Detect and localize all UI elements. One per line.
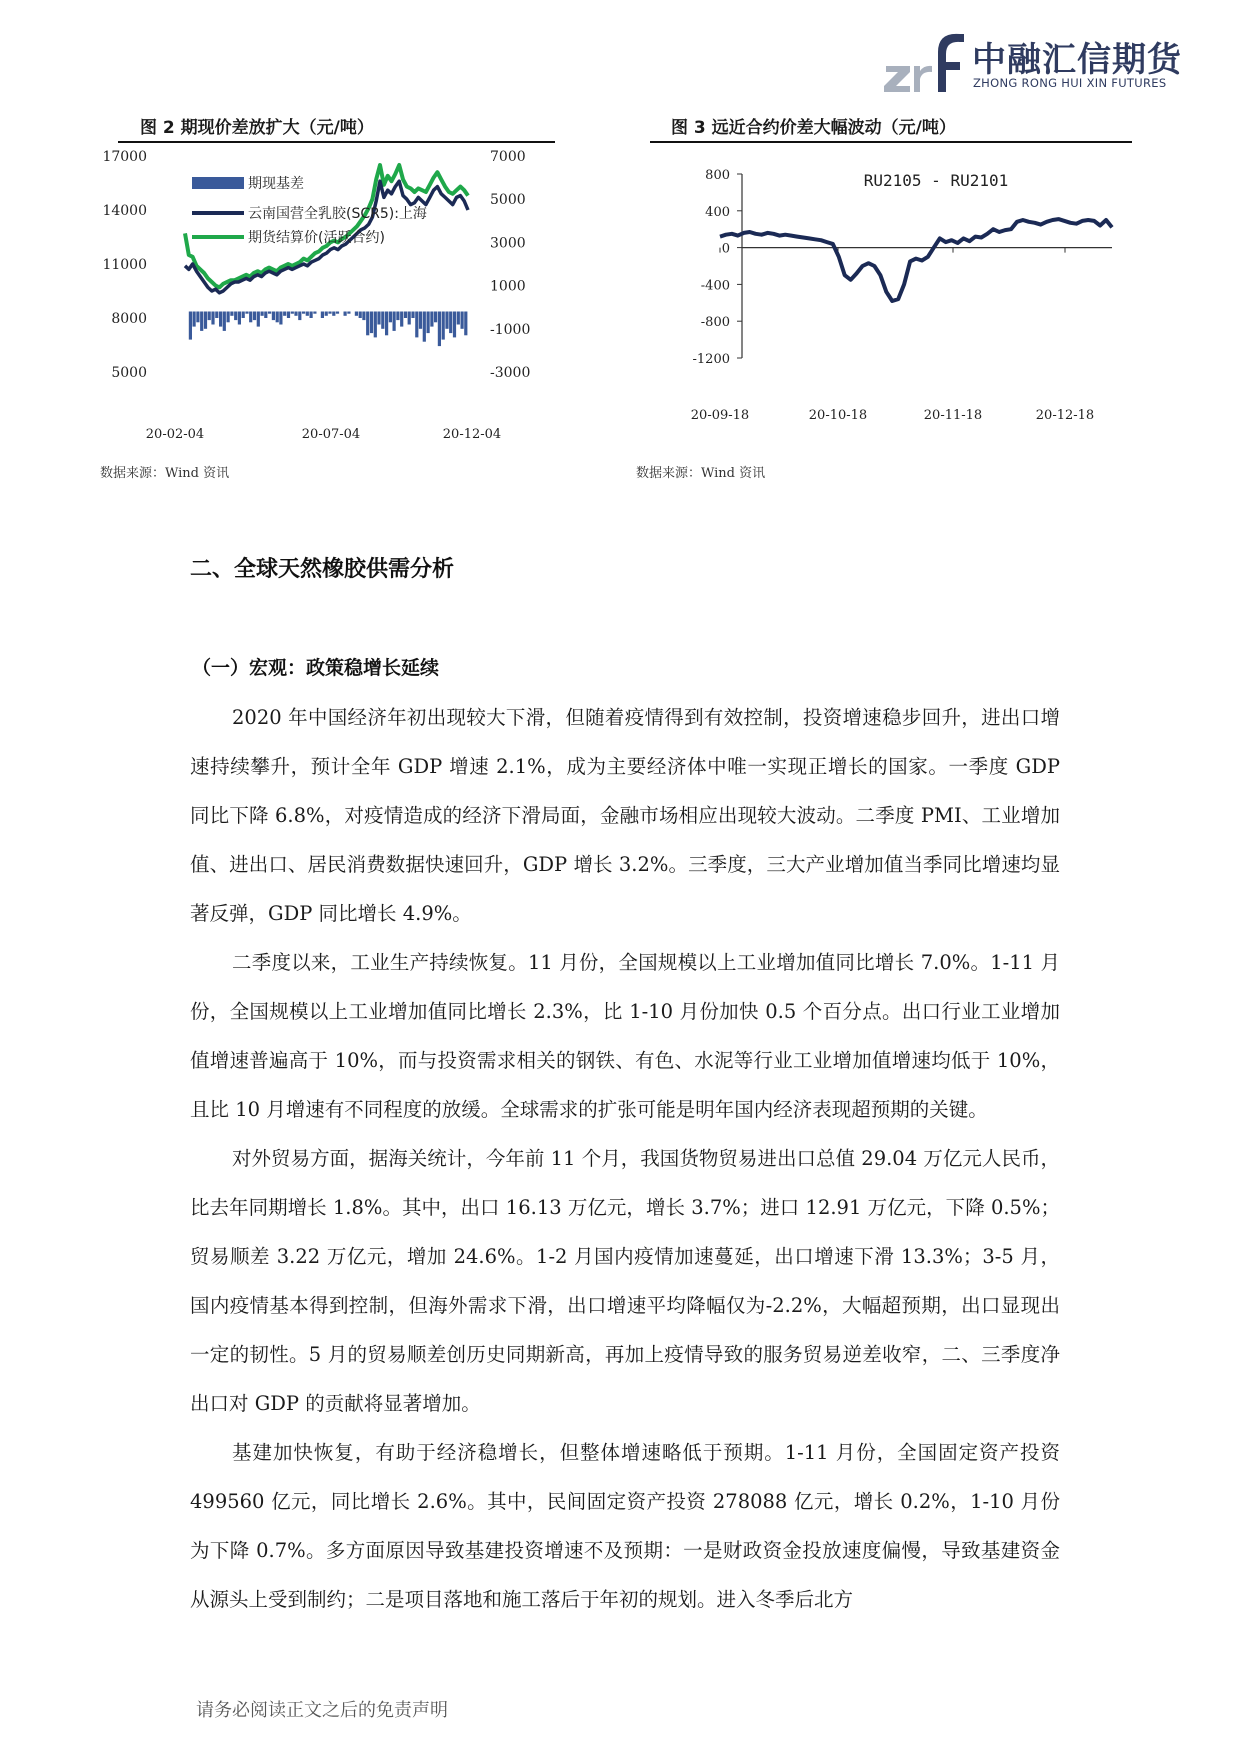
basis-bar	[189, 312, 192, 340]
basis-bar	[264, 312, 267, 319]
left-axis-tick: 8000	[111, 311, 147, 327]
basis-bar	[411, 312, 414, 319]
basis-bar	[208, 312, 211, 321]
spread-line	[720, 219, 1112, 301]
right-axis-tick: -1000	[490, 321, 531, 338]
left-axis-tick: 5000	[111, 365, 147, 381]
basis-bar	[211, 312, 214, 325]
basis-bars	[189, 312, 468, 347]
company-name-cn: 中融汇信期货	[972, 40, 1182, 80]
right-axis-tick: 3000	[490, 235, 526, 252]
legend-label-basis: 期现基差	[248, 176, 304, 192]
basis-bar	[408, 312, 411, 325]
legend-label-futures: 期货结算价(活跃合约)	[248, 230, 385, 246]
basis-bar	[253, 312, 256, 321]
basis-bar	[193, 312, 196, 327]
x-axis-tick: 20-11-18	[923, 408, 983, 423]
basis-bar	[242, 312, 245, 319]
basis-bar	[449, 312, 452, 334]
basis-bar	[200, 312, 203, 331]
basis-bar	[325, 312, 328, 316]
basis-bar	[215, 312, 218, 319]
basis-bar	[272, 312, 275, 321]
basis-bar	[393, 312, 396, 331]
basis-bar	[234, 312, 237, 321]
basis-bar	[227, 312, 230, 323]
basis-bar	[400, 312, 403, 327]
basis-bar	[370, 312, 373, 334]
figure3-chart	[660, 160, 1140, 440]
paragraph-1: 2020 年中国经济年初出现较大下滑，但随着疫情得到有效控制，投资增速稳步回升，进出口增速持续攀升，预计全年 GDP 增速 2.1%，成为主要经济体中唯一实现正增长的国家。一季度 GDP 同比下降 6.8%，对疫情造成的经济下滑局面，金融市场相应出现较大波动。二季度 PMI、工业增加值、进出口、居民消费数据快速回升，GDP 增长 3.2%。三季度，三大产业增加值当季同比增速均显著反弹，GDP 同比增长 4.9%。	[190, 706, 1060, 925]
basis-bar	[359, 312, 362, 319]
basis-bar	[268, 312, 271, 314]
company-name-en: ZHONG RONG HUI XIN FUTURES	[973, 76, 1167, 90]
basis-bar	[219, 312, 222, 327]
x-axis-tick: 20-12-04	[442, 427, 502, 442]
chart-legend	[192, 175, 427, 246]
paragraph-3: 对外贸易方面，据海关统计，今年前 11 个月，我国货物贸易进出口总值 29.04 万亿元人民币，比去年同期增长 1.8%。其中，出口 16.13 万亿元，增长 3.7%；进口 12.91 万亿元，下降 0.5%；贸易顺差 3.22 万亿元，增加 24.6%。1-2 月国内疫情加速蔓延，出口增速下滑 13.3%；3-5 月，国内疫情基本得到控制，但海外需求下滑，出口增速平均降幅仅为-2.2%，大幅超预期，出口显现出一定的韧性。5 月的贸易顺差创历史同期新高，再加上疫情导致的服务贸易逆差收窄，二、三季度净出口对 GDP 的贡献将显著增加。	[190, 1147, 1060, 1415]
basis-bar	[464, 312, 467, 336]
right-axis-tick: -3000	[490, 365, 531, 381]
figure3-title: 图 3 远近合约价差大幅波动（元/吨）	[671, 118, 956, 138]
paragraph-2: 二季度以来，工业生产持续恢复。11 月份，全国规模以上工业增加值同比增长 7.0%。1-11 月份，全国规模以上工业增加值同比增长 2.3%，比 1-10 月份加快 0.5 个百分点。出口行业工业增加值增速普遍高于 10%，而与投资需求相关的钢铁、有色、水泥等行业工业增加值增速均低于 10%，且比 10 月增速有不同程度的放缓。全球需求的扩张可能是明年国内经济表现超预期的关键。	[190, 951, 1060, 1121]
basis-bar	[445, 312, 448, 329]
basis-bar	[279, 312, 282, 325]
basis-bar	[321, 312, 324, 319]
basis-bar	[328, 312, 331, 314]
y-axis-tick: 400	[705, 204, 730, 220]
basis-bar	[287, 312, 290, 319]
figure3-source: 数据来源：Wind 资讯	[636, 466, 766, 481]
paragraph-4: 基建加快恢复，有助于经济稳增长，但整体增速略低于预期。1-11 月份，全国固定资产投资 499560 亿元，同比增长 2.6%。其中，民间固定资产投资 278088 亿元，增长 0.2%，1-10 月份为下降 0.7%。多方面原因导致基建投资增速不及预期：一是财政资金投放速度偏慢，导致基建资金从源头上受到制约；二是项目落地和施工落后于年初的规划。进入冬季后北方	[190, 1441, 1060, 1611]
basis-bar	[310, 312, 313, 319]
chart-title: RU2105 - RU2101	[863, 171, 1009, 190]
basis-bar	[415, 312, 418, 338]
basis-bar	[257, 312, 260, 327]
basis-bar	[298, 312, 301, 321]
x-axis-tick: 20-07-04	[301, 427, 361, 442]
right-axis-tick: 1000	[490, 278, 526, 295]
y-axis-tick: -1200	[692, 352, 730, 367]
basis-bar	[347, 312, 350, 314]
x-axis-tick: 20-12-18	[1035, 408, 1095, 423]
basis-bar	[245, 312, 248, 314]
legend-swatch-basis	[192, 177, 244, 189]
basis-bar	[336, 312, 339, 314]
left-axis-tick: 17000	[102, 149, 147, 165]
x-axis-tick: 20-09-18	[690, 408, 750, 423]
basis-bar	[355, 312, 358, 316]
basis-bar	[344, 312, 347, 316]
basis-bar	[385, 312, 388, 336]
basis-bar	[427, 312, 430, 334]
basis-bar	[291, 312, 294, 314]
figure2-chart	[102, 149, 580, 450]
basis-bar	[204, 312, 207, 329]
basis-bar	[249, 312, 252, 323]
figure2-source: 数据来源：Wind 资讯	[100, 466, 230, 481]
figure3-rule	[650, 141, 1132, 143]
basis-bar	[332, 312, 335, 316]
basis-bar	[283, 312, 286, 316]
basis-bar	[223, 312, 226, 331]
y-axis-tick: 0	[721, 241, 730, 257]
y-axis-tick: -800	[700, 315, 730, 331]
basis-bar	[377, 312, 380, 325]
basis-bar	[230, 312, 233, 316]
basis-bar	[366, 312, 369, 336]
figure2-title: 图 2 期现价差放扩大（元/吨）	[140, 118, 374, 138]
basis-bar	[389, 312, 392, 323]
basis-bar	[374, 312, 377, 338]
basis-bar	[461, 312, 464, 329]
basis-bar	[453, 312, 456, 338]
basis-bar	[362, 312, 365, 321]
right-axis-tick: 7000	[490, 149, 526, 165]
figure2-rule	[118, 141, 555, 143]
zrf-logo-mark-icon	[880, 24, 970, 96]
x-axis-tick: 20-02-04	[145, 427, 205, 442]
x-axis-tick: 20-10-18	[808, 408, 868, 423]
basis-bar	[302, 312, 305, 314]
right-axis-tick: 5000	[490, 192, 526, 209]
basis-bar	[438, 312, 441, 347]
basis-bar	[419, 312, 422, 329]
basis-bar	[313, 312, 316, 314]
basis-bar	[238, 312, 241, 325]
basis-bar	[423, 312, 426, 342]
basis-bar	[294, 312, 297, 316]
basis-bar	[434, 312, 437, 323]
basis-bar	[430, 312, 433, 327]
body-text	[190, 693, 1060, 1624]
basis-bar	[381, 312, 384, 329]
basis-bar	[261, 312, 264, 316]
legend-label-spot: 云南国营全乳胶(SCR5):上海	[248, 206, 427, 222]
basis-bar	[404, 312, 407, 319]
y-axis-tick: -400	[700, 278, 730, 294]
section-heading: 二、全球天然橡胶供需分析	[190, 557, 455, 582]
footer-disclaimer: 请务必阅读正文之后的免责声明	[196, 1700, 448, 1721]
left-axis-tick: 14000	[102, 203, 147, 219]
basis-bar	[457, 312, 460, 325]
subsection-heading: （一）宏观：政策稳增长延续	[192, 657, 440, 679]
company-logo	[880, 24, 1180, 96]
y-axis-tick: 800	[705, 168, 730, 183]
left-axis-tick: 11000	[102, 257, 147, 273]
basis-bar	[276, 312, 279, 323]
basis-bar	[396, 312, 399, 321]
basis-bar	[306, 312, 309, 316]
basis-bar	[196, 312, 199, 323]
basis-bar	[442, 312, 445, 340]
